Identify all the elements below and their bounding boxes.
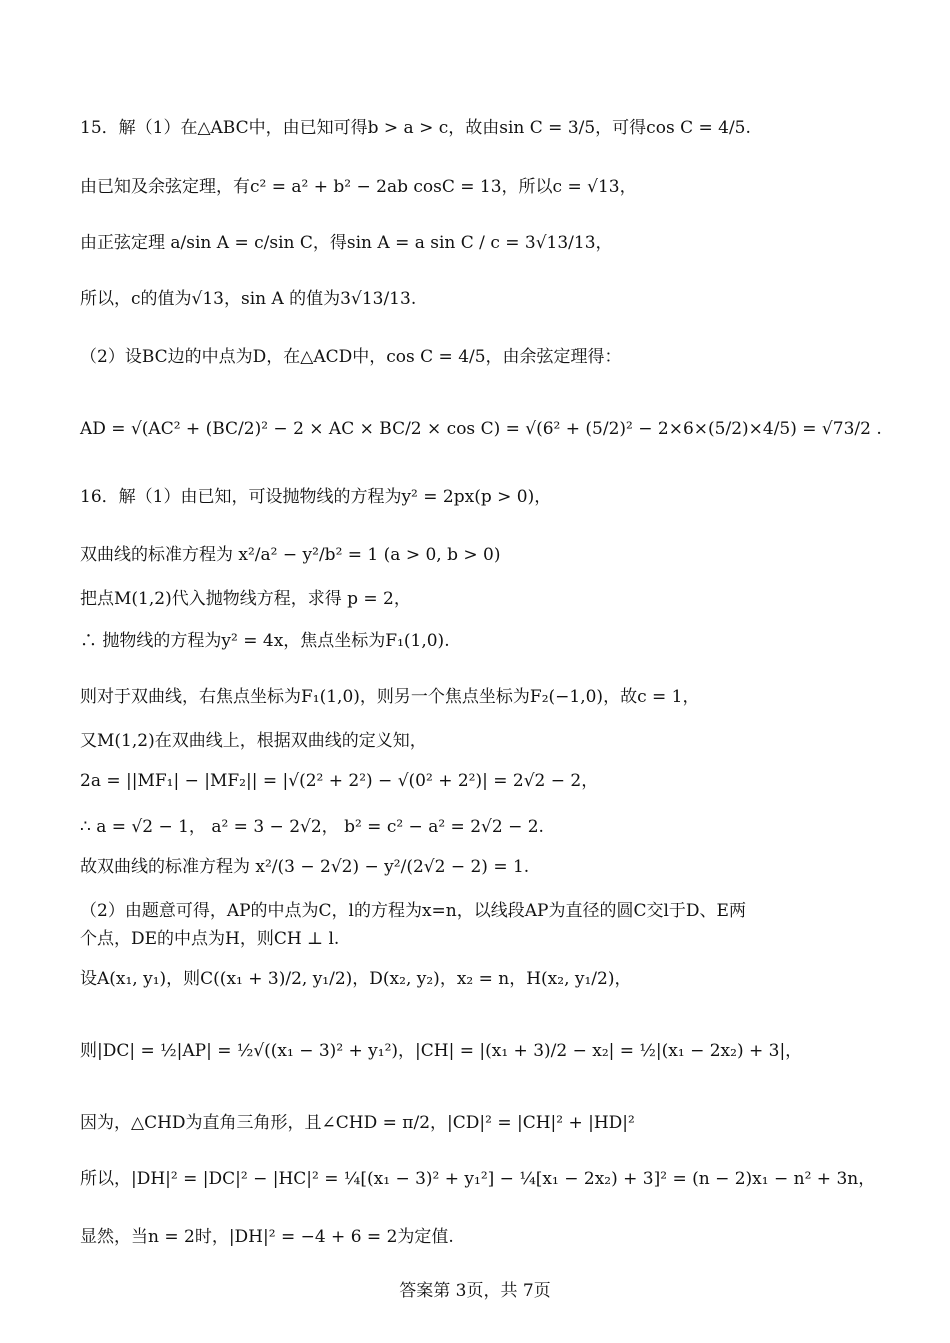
problem-15-part2-line: （2）设BC边的中点为D，在△ACD中，cos C = 4/5，由余弦定理得：	[80, 347, 622, 367]
problem-16-part2-line: （2）由题意可得，AP的中点为C，l的方程为x=n，以线段AP为直径的圆C交l于D、E两	[80, 901, 746, 921]
coordinates-line: 设A(x₁, y₁)，则C((x₁ + 3)/2, y₁/2)，D(x₂, y₂)，x₂ = n，H(x₂, y₁/2)，	[80, 969, 632, 989]
problem-16-part1-line: 16．解（1）由已知，可设抛物线的方程为y² = 2px(p > 0)，	[80, 487, 552, 507]
problem-15-part1-line: 15．解（1）在△ABC中，由已知可得b > a > c，故由sin C = 3/5，可得cos C = 4/5.	[80, 118, 751, 138]
perpendicular-line: 个点，DE的中点为H，则CH ⊥ l.	[80, 929, 340, 949]
hyperbola-result-line: 故双曲线的标准方程为 x²/(3 − 2√2) − y²/(2√2 − 2) = 1.	[80, 857, 530, 877]
hyperbola-equation-line: 双曲线的标准方程为 x²/a² − y²/b² = 1 (a > 0, b > 0)	[80, 545, 501, 565]
sine-law-line: 由正弦定理 a/sin A = c/sin C，得sin A = a sin C / c = 3√13/13，	[80, 233, 613, 253]
substitute-point-line: 把点M(1,2)代入抛物线方程，求得 p = 2，	[80, 589, 411, 609]
conclusion-line: 显然，当n = 2时，|DH|² = −4 + 6 = 2为定值.	[80, 1227, 454, 1247]
cosine-law-line: 由已知及余弦定理，有c² = a² + b² − 2ab cosC = 13，所以c = √13，	[80, 177, 637, 197]
hyperbola-definition-line: 又M(1,2)在双曲线上，根据双曲线的定义知，	[80, 731, 427, 751]
page-footer: 答案第 3页，共 7页	[399, 1281, 551, 1301]
distance-line: 则|DC| = ½|AP| = ½√((x₁ − 3)² + y₁²)，|CH| = |(x₁ + 3)/2 − x₂| = ½|(x₁ − 2x₂) + 3|，	[80, 1041, 803, 1061]
dh-squared-line: 所以，|DH|² = |DC|² − |HC|² = ¼[(x₁ − 3)² + y₁²] − ¼[x₁ − 2x₂) + 3]² = (n − 2)x₁ − n² + 3n，	[80, 1169, 876, 1189]
focus-line: 则对于双曲线，右焦点坐标为F₁(1,0)，则另一个焦点坐标为F₂(−1,0)，故c = 1，	[80, 687, 700, 707]
two-a-line: 2a = ||MF₁| − |MF₂|| = |√(2² + 2²) − √(0² + 2²)| = 2√2 − 2，	[80, 771, 599, 791]
right-triangle-line: 因为，△CHD为直角三角形，且∠CHD = π/2，|CD|² = |CH|² + |HD|²	[80, 1113, 635, 1133]
a-value-line: ∴ a = √2 − 1， a² = 3 − 2√2， b² = c² − a² = 2√2 − 2.	[80, 817, 544, 837]
ad-equation-line: AD = √(AC² + (BC/2)² − 2 × AC × BC/2 × cos C) = √(6² + (5/2)² − 2×6×(5/2)×4/5) = √73/2 .	[80, 419, 882, 439]
parabola-result-line: ∴ 抛物线的方程为y² = 4x，焦点坐标为F₁(1,0).	[80, 631, 450, 651]
result-line: 所以，c的值为√13，sin A 的值为3√13/13.	[80, 289, 417, 309]
